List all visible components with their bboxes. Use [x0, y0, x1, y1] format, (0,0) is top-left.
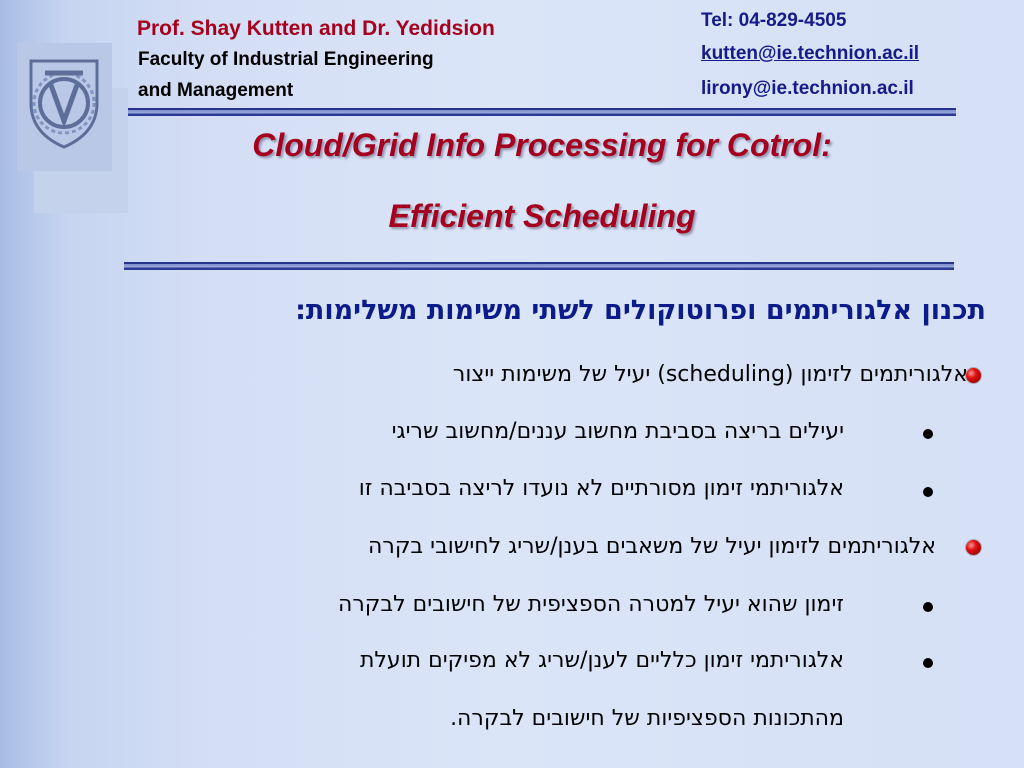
bullet-dot-icon [923, 487, 933, 497]
title-divider [124, 262, 954, 270]
red-bullet-icon [966, 368, 981, 383]
bullet-2: אלגוריתמים לזימון יעיל של משאבים בענן/שריג לחישובי בקרה [368, 534, 936, 559]
technion-logo-icon [23, 51, 105, 151]
bullet-1: אלגוריתמים לזימון (scheduling) יעיל של משימות ייצור [452, 362, 968, 387]
sub-bullet-2-2-continued: מהתכונות הספציפיות של חישובים לבקרה. [450, 706, 844, 731]
red-bullet-icon [966, 540, 981, 555]
email-kutten-link[interactable]: kutten@ie.technion.ac.il [701, 43, 920, 64]
sub-bullet-2-1: זימון שהוא יעיל למטרה הספציפית של חישובים לבקרה [338, 592, 844, 617]
faculty-line-2: and Management [138, 80, 294, 101]
email-lirony: lirony@ie.technion.ac.il [701, 78, 914, 99]
title-line-1: Cloud/Grid Info Processing for Cotrol: [252, 127, 832, 163]
title-line-2: Efficient Scheduling [388, 198, 696, 234]
sub-bullet-1-2: אלגוריתמי זימון מסורתיים לא נועדו לריצה בסביבה זו [358, 476, 844, 501]
faculty-line-1: Faculty of Industrial Engineering [138, 49, 434, 70]
sub-bullet-1-1: יעילים בריצה בסביבת מחשוב עננים/מחשוב שריגי [391, 419, 844, 444]
section-heading: תכנון אלגוריתמים ופרוטוקולים לשתי משימות משלימות: [295, 295, 986, 326]
bullet-dot-icon [923, 429, 933, 439]
phone: Tel: 04-829-4505 [701, 10, 847, 31]
bullet-dot-icon [923, 602, 933, 612]
authors: Prof. Shay Kutten and Dr. Yedidsion [137, 17, 495, 40]
logo-panel [17, 43, 112, 171]
sub-bullet-2-2: אלגוריתמי זימון כלליים לענן/שריג לא מפיקים תועלת [359, 648, 844, 673]
bullet-dot-icon [923, 658, 933, 668]
top-divider [128, 108, 956, 116]
